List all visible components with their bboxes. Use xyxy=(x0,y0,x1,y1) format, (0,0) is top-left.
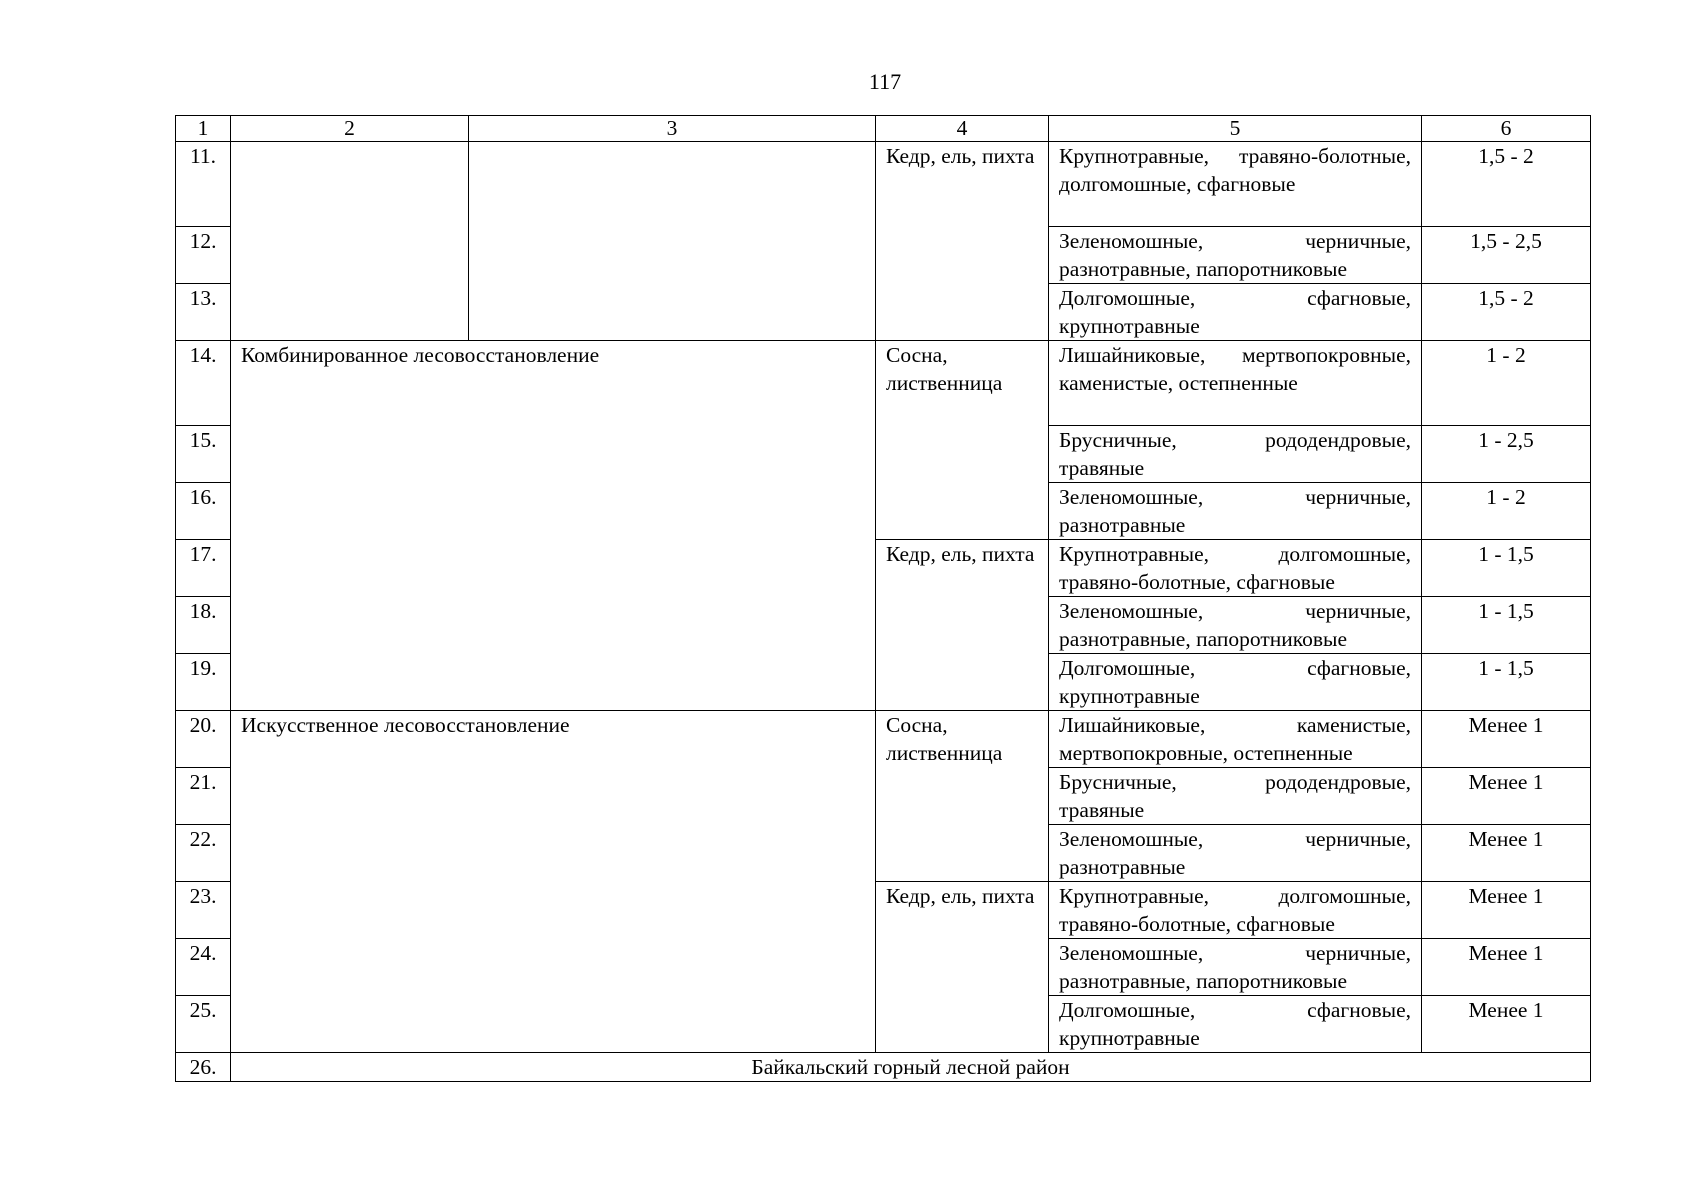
value-cell: 1,5 - 2 xyxy=(1422,142,1591,227)
value-cell: 1 - 1,5 xyxy=(1422,597,1591,654)
forest-types-cell: Крупнотравные, долгомошные, травяно-болотные, сфагновые xyxy=(1049,540,1422,597)
row-number: 21. xyxy=(176,768,231,825)
method-cell: Искусственное лесовосстановление xyxy=(231,711,876,1053)
row-number: 23. xyxy=(176,882,231,939)
row-number: 18. xyxy=(176,597,231,654)
value-cell: 1,5 - 2 xyxy=(1422,284,1591,341)
value-cell: Менее 1 xyxy=(1422,711,1591,768)
species-cell: Сосна, лиственница xyxy=(876,711,1049,882)
table-row xyxy=(176,1053,1591,1082)
species-cell: Кедр, ель, пихта xyxy=(876,540,1049,711)
row-number: 22. xyxy=(176,825,231,882)
region-title-cell: Байкальский горный лесной район xyxy=(231,1053,1591,1082)
row-number: 17. xyxy=(176,540,231,597)
method-cell-empty xyxy=(231,142,469,341)
species-cell: Кедр, ель, пихта xyxy=(876,142,1049,341)
forest-types-cell: Зеленомошные, черничные, разнотравные, папоротниковые xyxy=(1049,597,1422,654)
row-number: 24. xyxy=(176,939,231,996)
header-cell: 6 xyxy=(1422,116,1591,142)
value-cell: Менее 1 xyxy=(1422,939,1591,996)
forest-types-cell: Зеленомошные, черничные, разнотравные, папоротниковые xyxy=(1049,939,1422,996)
value-cell: 1 - 2,5 xyxy=(1422,426,1591,483)
forest-types-cell: Долгомошные, сфагновые, крупнотравные xyxy=(1049,996,1422,1053)
forest-types-cell: Крупнотравные, долгомошные, травяно-болотные, сфагновые xyxy=(1049,882,1422,939)
forest-types-cell: Долгомошные, сфагновые, крупнотравные xyxy=(1049,284,1422,341)
row-number: 13. xyxy=(176,284,231,341)
page-number: 117 xyxy=(868,69,902,94)
header-cell: 2 xyxy=(231,116,469,142)
row-number: 20. xyxy=(176,711,231,768)
header-cell: 1 xyxy=(176,116,231,142)
value-cell: 1 - 1,5 xyxy=(1422,654,1591,711)
row-number: 25. xyxy=(176,996,231,1053)
row-number: 26. xyxy=(176,1053,231,1082)
table-row xyxy=(176,142,1591,227)
species-cell: Сосна, лиственница xyxy=(876,341,1049,540)
value-cell: 1 - 1,5 xyxy=(1422,540,1591,597)
header-cell: 4 xyxy=(876,116,1049,142)
value-cell: 1 - 2 xyxy=(1422,341,1591,426)
column-3-cell-empty xyxy=(469,142,876,341)
method-cell: Комбинированное лесовосстановление xyxy=(231,341,876,711)
row-number: 16. xyxy=(176,483,231,540)
forest-regeneration-table xyxy=(175,115,1591,1082)
forest-types-cell: Брусничные, рододендровые, травяные xyxy=(1049,768,1422,825)
table-row xyxy=(176,341,1591,426)
value-cell: Менее 1 xyxy=(1422,768,1591,825)
header-cell: 3 xyxy=(469,116,876,142)
forest-types-cell: Долгомошные, сфагновые, крупнотравные xyxy=(1049,654,1422,711)
header-cell: 5 xyxy=(1049,116,1422,142)
forest-types-cell: Зеленомошные, черничные, разнотравные, папоротниковые xyxy=(1049,227,1422,284)
value-cell: 1,5 - 2,5 xyxy=(1422,227,1591,284)
row-number: 19. xyxy=(176,654,231,711)
forest-types-cell: Лишайниковые, мертвопокровные, каменистые, остепненные xyxy=(1049,341,1422,426)
forest-types-cell: Крупнотравные, травяно-болотные, долгомошные, сфагновые xyxy=(1049,142,1422,227)
species-cell: Кедр, ель, пихта xyxy=(876,882,1049,1053)
value-cell: Менее 1 xyxy=(1422,882,1591,939)
value-cell: Менее 1 xyxy=(1422,996,1591,1053)
value-cell: 1 - 2 xyxy=(1422,483,1591,540)
row-number: 15. xyxy=(176,426,231,483)
value-cell: Менее 1 xyxy=(1422,825,1591,882)
row-number: 11. xyxy=(176,142,231,227)
forest-types-cell: Зеленомошные, черничные, разнотравные xyxy=(1049,825,1422,882)
forest-types-cell: Зеленомошные, черничные, разнотравные xyxy=(1049,483,1422,540)
row-number: 14. xyxy=(176,341,231,426)
forest-types-cell: Брусничные, рододендровые, травяные xyxy=(1049,426,1422,483)
row-number: 12. xyxy=(176,227,231,284)
header-row xyxy=(176,116,1591,142)
table-row xyxy=(176,711,1591,768)
forest-types-cell: Лишайниковые, каменистые, мертвопокровные, остепненные xyxy=(1049,711,1422,768)
